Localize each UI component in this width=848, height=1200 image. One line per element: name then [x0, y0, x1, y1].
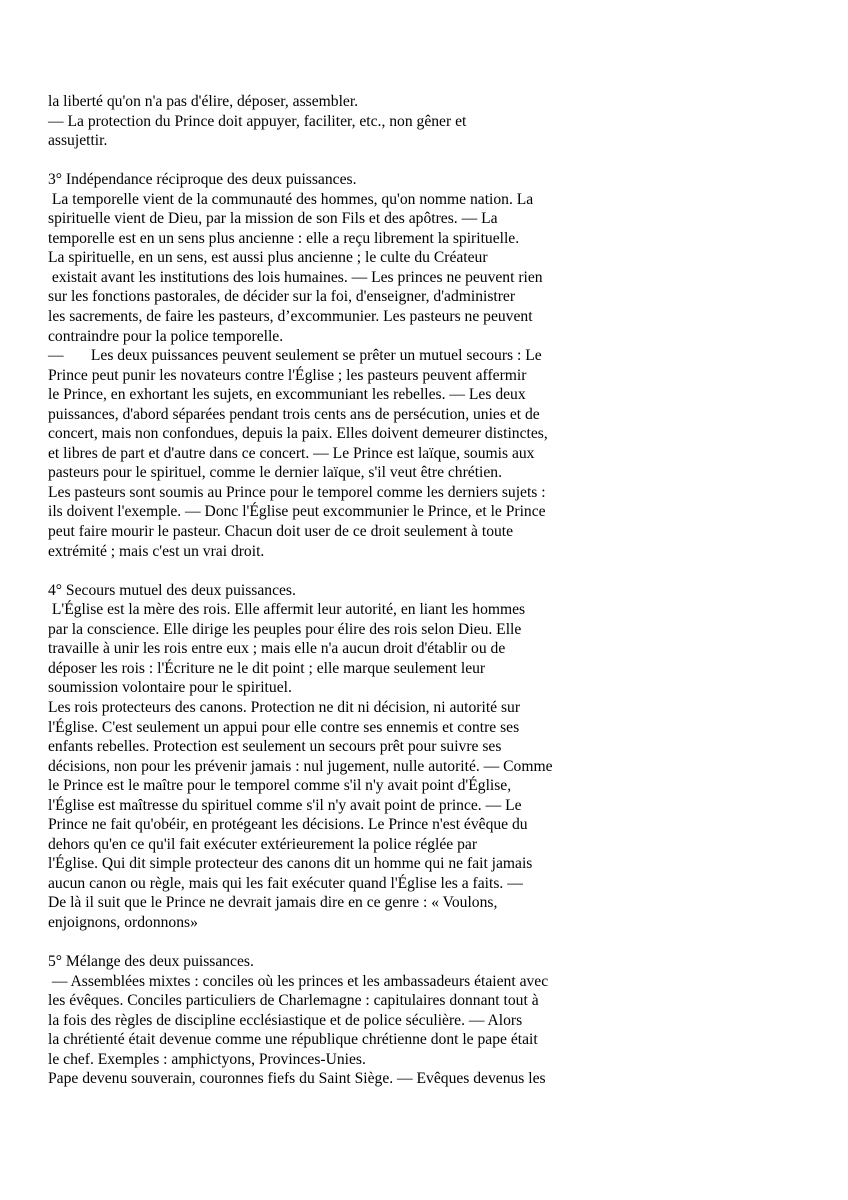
- text-line: contraindre pour la police temporelle.: [48, 327, 284, 345]
- text-line: déposer les rois : l'Écriture ne le dit point ; elle marque seulement leur: [48, 659, 486, 677]
- text-line: dehors qu'en ce qu'il fait exécuter extérieurement la police réglée par: [48, 835, 478, 853]
- text-line: existait avant les institutions des lois humaines. — Les princes ne peuvent rien: [48, 268, 543, 286]
- text-line: ils doivent l'exemple. — Donc l'Église peut excommunier le Prince, et le Prince: [48, 503, 546, 521]
- text-line: assujettir.: [48, 132, 108, 150]
- paragraph-gap: [48, 933, 808, 953]
- text-line: spirituelle vient de Dieu, par la mission de son Fils et des apôtres. — La: [48, 210, 498, 228]
- text-line: peut faire mourir le pasteur. Chacun doit user de ce droit seulement à toute: [48, 523, 514, 541]
- text-line: enfants rebelles. Protection est seulement un secours prêt pour suivre ses: [48, 738, 502, 756]
- text-line: le chef. Exemples : amphictyons, Provinces-Unies.: [48, 1050, 366, 1068]
- text-line: l'Église. C'est seulement un appui pour elle contre ses ennemis et contre ses: [48, 718, 520, 736]
- text-line: L'Église est la mère des rois. Elle affermit leur autorité, en liant les hommes: [48, 601, 526, 619]
- text-line: par la conscience. Elle dirige les peuples pour élire des rois selon Dieu. Elle: [48, 620, 522, 638]
- section-5: [48, 952, 808, 1089]
- text-line: puissances, d'abord séparées pendant trois cents ans de persécution, unies et de: [48, 405, 540, 423]
- text-line: La spirituelle, en un sens, est aussi plus ancienne ; le culte du Créateur: [48, 249, 488, 267]
- text-line: Pape devenu souverain, couronnes fiefs du Saint Siège. — Evêques devenus les: [48, 1070, 546, 1088]
- section-heading: 3° Indépendance réciproque des deux puissances.: [48, 171, 357, 189]
- text-line: les évêques. Conciles particuliers de Charlemagne : capitulaires donnant tout à: [48, 992, 539, 1010]
- text-line: extrémité ; mais c'est un vrai droit.: [48, 542, 265, 560]
- text-line: Les pasteurs sont soumis au Prince pour le temporel comme les derniers sujets :: [48, 483, 546, 501]
- text-line: Prince ne fait qu'obéir, en protégeant les décisions. Le Prince n'est évêque du: [48, 816, 528, 834]
- section-4: [48, 581, 808, 933]
- text-line: travaille à unir les rois entre eux ; mais elle n'a aucun droit d'établir ou de: [48, 640, 506, 658]
- paragraph-gap: [48, 561, 808, 581]
- text-line: la liberté qu'on n'a pas d'élire, déposer, assembler.: [48, 93, 359, 110]
- text-line: — Assemblées mixtes : conciles où les princes et les ambassadeurs étaient avec: [48, 972, 549, 990]
- text-line: La temporelle vient de la communauté des hommes, qu'on nomme nation. La: [48, 190, 534, 208]
- text-line: Les rois protecteurs des canons. Protection ne dit ni décision, ni autorité sur: [48, 698, 521, 716]
- text-line: — Les deux puissances peuvent seulement se prêter un mutuel secours : Le: [48, 347, 542, 365]
- text-line: les sacrements, de faire les pasteurs, d’excommunier. Les pasteurs ne peuvent: [48, 308, 533, 326]
- text-line: décisions, non pour les prévenir jamais : nul jugement, nulle autorité. — Comme: [48, 757, 553, 775]
- text-line: pasteurs pour le spirituel, comme le dernier laïque, s'il veut être chrétien.: [48, 464, 503, 482]
- text-line: temporelle est en un sens plus ancienne : elle a reçu librement la spirituelle.: [48, 229, 520, 247]
- document-page: [48, 92, 808, 1089]
- paragraph-gap: [48, 151, 808, 171]
- text-line: le Prince, en exhortant les sujets, en excommuniant les rebelles. — Les deux: [48, 386, 526, 404]
- text-line: et libres de part et d'autre dans ce concert. — Le Prince est laïque, soumis aux: [48, 444, 535, 462]
- text-line: sur les fonctions pastorales, de décider sur la foi, d'enseigner, d'administrer: [48, 288, 516, 306]
- section-heading: 5° Mélange des deux puissances.: [48, 953, 254, 971]
- text-line: aucun canon ou règle, mais qui les fait exécuter quand l'Église les a faits. —: [48, 874, 523, 892]
- section-heading: 4° Secours mutuel des deux puissances.: [48, 581, 296, 599]
- text-line: la chrétienté était devenue comme une république chrétienne dont le pape était: [48, 1031, 538, 1049]
- section-3: [48, 170, 808, 561]
- text-line: soumission volontaire pour le spirituel.: [48, 679, 292, 697]
- text-line: le Prince est le maître pour le temporel comme s'il n'y avait point d'Église,: [48, 777, 512, 795]
- text-line: enjoignons, ordonnons»: [48, 913, 198, 931]
- paragraph-block: [48, 92, 808, 151]
- text-line: l'Église est maîtresse du spirituel comme s'il n'y avait point de prince. — Le: [48, 796, 522, 814]
- text-line: la fois des règles de discipline ecclésiastique et de police séculière. — Alors: [48, 1011, 523, 1029]
- text-line: — La protection du Prince doit appuyer, faciliter, etc., non gêner et: [48, 112, 467, 130]
- text-line: l'Église. Qui dit simple protecteur des canons dit un homme qui ne fait jamais: [48, 855, 533, 873]
- text-line: concert, mais non confondues, depuis la paix. Elles doivent demeurer distinctes,: [48, 425, 548, 443]
- text-line: De là il suit que le Prince ne devrait jamais dire en ce genre : « Voulons,: [48, 894, 498, 912]
- text-line: Prince peut punir les novateurs contre l'Église ; les pasteurs peuvent affermir: [48, 366, 527, 384]
